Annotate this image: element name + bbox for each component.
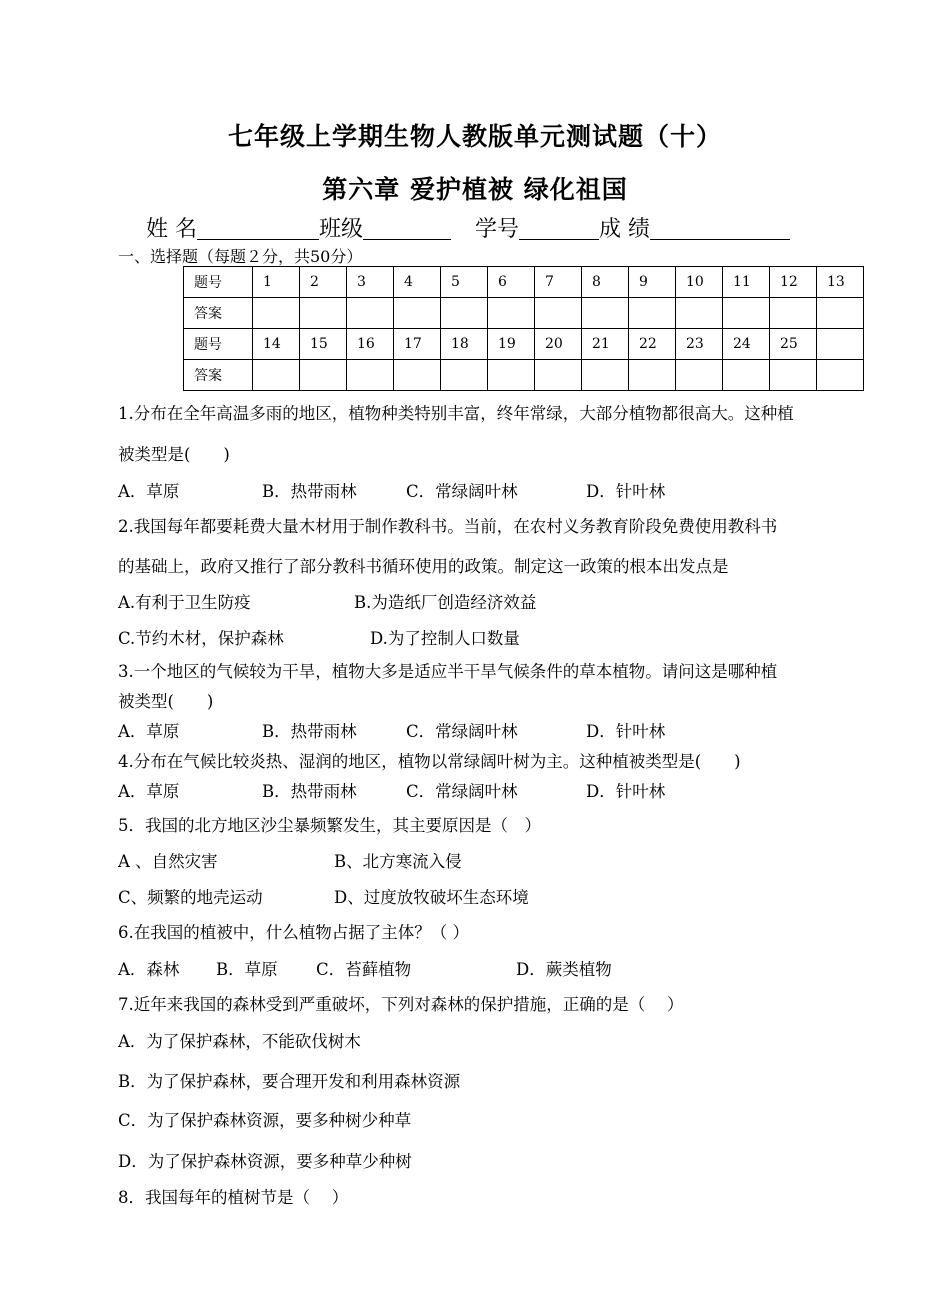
question-1-option-c[interactable]: C．常绿阔叶林: [406, 482, 518, 501]
question-1-line-2: 被类型是( ): [118, 445, 230, 464]
answer-cell[interactable]: [770, 360, 817, 391]
question-number: 16: [347, 329, 394, 360]
question-number: 25: [770, 329, 817, 360]
question-6-line-1: 6.在我国的植被中，什么植物占据了主体？（ ）: [118, 923, 469, 942]
answer-cell[interactable]: [394, 298, 441, 329]
table-row: [184, 298, 864, 329]
answer-cell[interactable]: [723, 360, 770, 391]
question-3-line-2: 被类型( ): [118, 692, 214, 711]
answer-cell[interactable]: [253, 360, 300, 391]
section-heading: 一、选择题（每题２分，共50分）: [118, 247, 363, 266]
question-7-option-a[interactable]: A．为了保护森林，不能砍伐树木: [118, 1032, 361, 1051]
number-label: 学号: [475, 217, 520, 242]
answer-cell[interactable]: [676, 298, 723, 329]
answer-label: 答案: [184, 298, 253, 329]
question-1-option-a[interactable]: A．草原: [118, 482, 180, 501]
chapter-subtitle: 第六章 爱护植被 绿化祖国: [322, 175, 628, 204]
table-row: [184, 329, 864, 360]
answer-cell[interactable]: [629, 360, 676, 391]
question-2-option-c[interactable]: C.节约木材，保护森林: [118, 629, 284, 648]
answer-cell[interactable]: [582, 298, 629, 329]
question-number: 22: [629, 329, 676, 360]
question-7-option-d[interactable]: D．为了保护森林资源，要多种草少种树: [118, 1152, 412, 1171]
answer-cell[interactable]: [300, 298, 347, 329]
answer-cell[interactable]: [535, 298, 582, 329]
question-7-option-b[interactable]: B．为了保护森林，要合理开发和利用森林资源: [118, 1072, 461, 1091]
question-number: 15: [300, 329, 347, 360]
question-4-option-d[interactable]: D．针叶林: [586, 782, 666, 801]
question-number: 21: [582, 329, 629, 360]
question-6-option-c[interactable]: C．苔藓植物: [316, 960, 412, 979]
question-6-option-d[interactable]: D．蕨类植物: [516, 960, 612, 979]
question-5-option-c[interactable]: C、频繁的地壳运动: [118, 888, 263, 907]
question-number-label: 题号: [184, 267, 253, 298]
question-number-label: 题号: [184, 329, 253, 360]
question-5-option-a[interactable]: A 、自然灾害: [118, 852, 218, 871]
class-label: 班级: [319, 217, 364, 242]
table-row: [184, 360, 864, 391]
answer-cell[interactable]: [676, 360, 723, 391]
score-blank[interactable]: [650, 217, 790, 240]
table-row: [184, 267, 864, 298]
answer-cell[interactable]: [582, 360, 629, 391]
answer-cell[interactable]: [488, 360, 535, 391]
question-number: 20: [535, 329, 582, 360]
question-4-line-1: 4.分布在气候比较炎热、湿润的地区，植物以常绿阔叶树为主。这种植被类型是( ): [118, 752, 741, 771]
question-2-option-a[interactable]: A.有利于卫生防疫: [118, 593, 251, 612]
question-3-option-a[interactable]: A．草原: [118, 722, 180, 741]
question-4-option-b[interactable]: B．热带雨林: [262, 782, 357, 801]
question-number: 1: [253, 267, 300, 298]
question-7-line-1: 7.近年来我国的森林受到严重破坏，下列对森林的保护措施，正确的是（ ）: [118, 995, 684, 1014]
question-number: 6: [488, 267, 535, 298]
answer-table: [183, 266, 864, 391]
question-1-option-b[interactable]: B．热带雨林: [262, 482, 357, 501]
exam-title: 七年级上学期生物人教版单元测试题（十）: [227, 122, 722, 151]
question-3-option-b[interactable]: B．热带雨林: [262, 722, 357, 741]
question-number: 4: [394, 267, 441, 298]
question-5-line-1: 5．我国的北方地区沙尘暴频繁发生，其主要原因是（ ）: [118, 816, 541, 835]
answer-cell[interactable]: [535, 360, 582, 391]
name-blank[interactable]: [197, 217, 319, 240]
question-3-option-d[interactable]: D．针叶林: [586, 722, 666, 741]
answer-cell[interactable]: [629, 298, 676, 329]
number-blank[interactable]: [519, 217, 599, 240]
score-label: 成 绩: [599, 217, 651, 242]
question-number: 9: [629, 267, 676, 298]
answer-cell[interactable]: [347, 360, 394, 391]
answer-cell[interactable]: [441, 360, 488, 391]
question-4-option-c[interactable]: C．常绿阔叶林: [406, 782, 518, 801]
answer-cell[interactable]: [394, 360, 441, 391]
name-label: 姓 名: [146, 217, 197, 242]
answer-label: 答案: [184, 360, 253, 391]
question-number: 11: [723, 267, 770, 298]
question-5-option-b[interactable]: B、北方寒流入侵: [334, 852, 462, 871]
answer-cell[interactable]: [488, 298, 535, 329]
question-number: 18: [441, 329, 488, 360]
answer-cell[interactable]: [441, 298, 488, 329]
question-number: 5: [441, 267, 488, 298]
question-number: 12: [770, 267, 817, 298]
question-number: 23: [676, 329, 723, 360]
question-number: 7: [535, 267, 582, 298]
question-number: 17: [394, 329, 441, 360]
question-6-option-b[interactable]: B．草原: [216, 960, 278, 979]
question-1-option-d[interactable]: D．针叶林: [586, 482, 666, 501]
question-7-option-c[interactable]: C．为了保护森林资源，要多种树少种草: [118, 1111, 412, 1130]
question-3-line-1: 3.一个地区的气候较为干旱，植物大多是适应半干旱气候条件的草本植物。请问这是哪种植: [118, 662, 778, 681]
class-blank[interactable]: [363, 217, 451, 240]
question-number: 2: [300, 267, 347, 298]
question-2-option-d[interactable]: D.为了控制人口数量: [370, 629, 520, 648]
question-2-line-2: 的基础上，政府又推行了部分教科书循环使用的政策。制定这一政策的根本出发点是: [118, 557, 729, 576]
question-number: 3: [347, 267, 394, 298]
answer-cell[interactable]: [347, 298, 394, 329]
question-2-line-1: 2.我国每年都要耗费大量木材用于制作教科书。当前，在农村义务教育阶段免费使用教科书: [118, 517, 778, 536]
question-number: [817, 329, 864, 360]
question-number: 14: [253, 329, 300, 360]
answer-cell[interactable]: [723, 298, 770, 329]
question-8-line-1: 8．我国每年的植树节是（ ）: [118, 1188, 349, 1207]
answer-cell[interactable]: [300, 360, 347, 391]
question-1-line-1: 1.分布在全年高温多雨的地区，植物种类特别丰富，终年常绿，大部分植物都很高大。这种植: [118, 404, 794, 423]
question-4-option-a[interactable]: A．草原: [118, 782, 180, 801]
question-number: 19: [488, 329, 535, 360]
question-number: 8: [582, 267, 629, 298]
answer-cell[interactable]: [817, 360, 864, 391]
question-5-option-d[interactable]: D、过度放牧破坏生态环境: [334, 888, 529, 907]
student-info-row: [146, 212, 866, 243]
question-2-option-b[interactable]: B.为造纸厂创造经济效益: [354, 593, 537, 612]
answer-cell[interactable]: [253, 298, 300, 329]
question-6-option-a[interactable]: A．森林: [118, 960, 180, 979]
answer-cell[interactable]: [817, 298, 864, 329]
question-number: 13: [817, 267, 864, 298]
answer-cell[interactable]: [770, 298, 817, 329]
question-number: 24: [723, 329, 770, 360]
question-number: 10: [676, 267, 723, 298]
question-3-option-c[interactable]: C．常绿阔叶林: [406, 722, 518, 741]
